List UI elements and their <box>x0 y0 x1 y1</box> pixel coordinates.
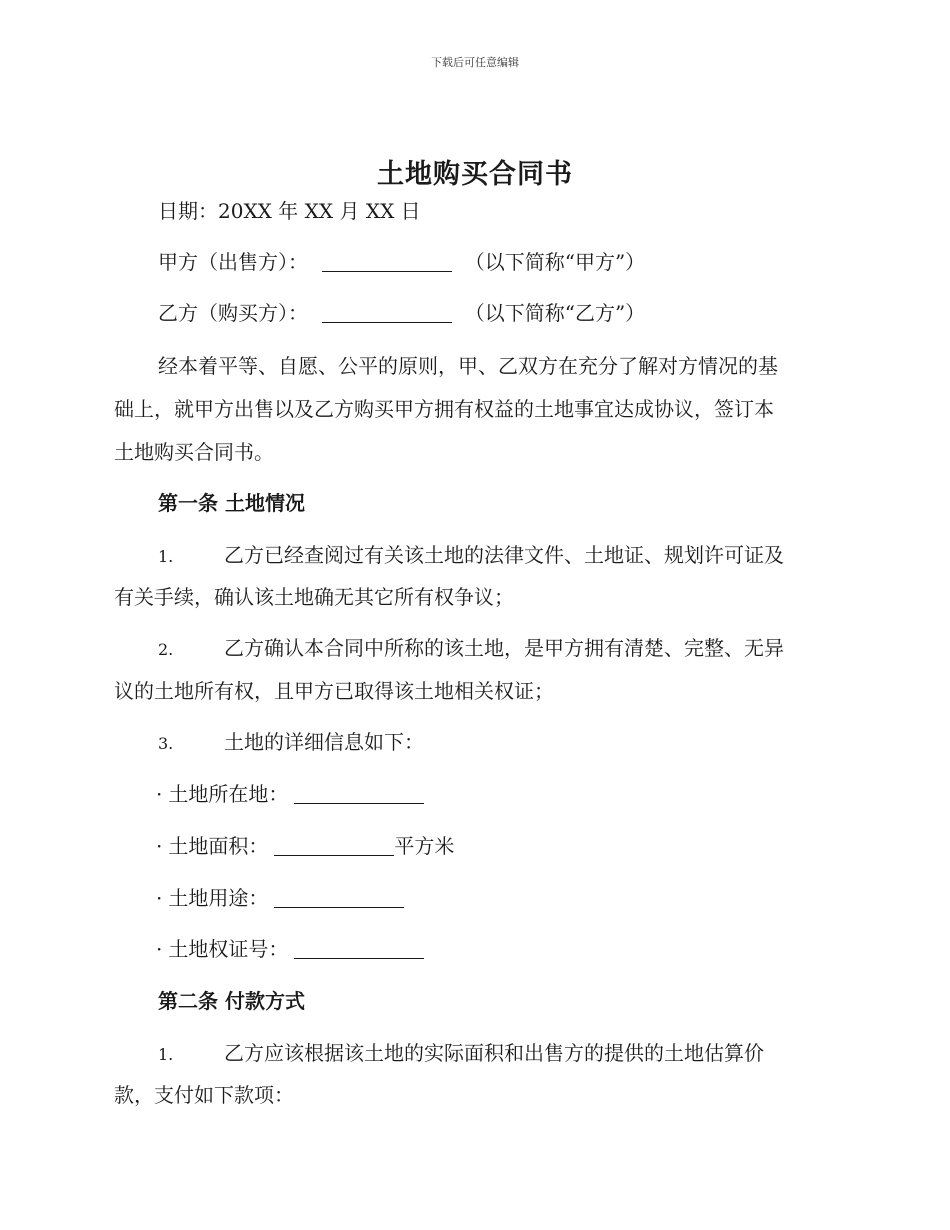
party-b-line <box>158 299 645 327</box>
article1-item2-line1 <box>158 634 784 664</box>
header-note: 下载后可任意编辑 <box>431 56 519 69</box>
party-b-blank <box>322 302 452 323</box>
article1-item1-line1 <box>158 541 784 571</box>
party-a-label: 甲方（出售方）： <box>158 250 308 274</box>
bullet: · <box>156 886 163 910</box>
detail-location <box>156 780 424 808</box>
party-b-suffix: （以下简称“乙方”） <box>464 301 646 325</box>
article1-item1-text1: 乙方已经查阅过有关该土地的法律文件、土地证、规划许可证及 <box>224 543 784 567</box>
bullet: · <box>156 782 163 806</box>
detail-certificate-label: 土地权证号： <box>168 937 289 961</box>
party-a-blank <box>322 251 452 272</box>
detail-location-blank <box>294 783 424 804</box>
intro-line-3: 土地购买合同书。 <box>114 440 274 464</box>
article2-heading: 第二条 付款方式 <box>158 989 305 1013</box>
article2-item1-line1 <box>158 1039 764 1069</box>
detail-location-label: 土地所在地： <box>168 782 289 806</box>
article1-item3-line1 <box>158 728 424 758</box>
article2-item1-text1: 乙方应该根据该土地的实际面积和出售方的提供的土地估算价 <box>224 1041 764 1065</box>
article1-item2-text1: 乙方确认本合同中所称的该土地，是甲方拥有清楚、完整、无异 <box>224 636 784 660</box>
detail-certificate <box>156 935 424 963</box>
article1-item2-num: 2. <box>158 640 174 659</box>
detail-usage <box>156 884 404 912</box>
article1-item1-num: 1. <box>158 547 174 566</box>
detail-usage-blank <box>274 887 404 908</box>
article2-item1-line2: 款，支付如下款项： <box>114 1083 294 1107</box>
bullet: · <box>156 834 163 858</box>
detail-area <box>156 832 454 860</box>
date-line: 日期：20XX 年 XX 月 XX 日 <box>158 199 421 223</box>
detail-certificate-blank <box>294 938 424 959</box>
party-a-line <box>158 248 645 276</box>
document-title: 土地购买合同书 <box>377 159 573 190</box>
article1-item3-num: 3. <box>158 734 174 753</box>
detail-area-blank <box>274 835 394 856</box>
article1-item3-text1: 土地的详细信息如下： <box>224 730 424 754</box>
article2-item1-num: 1. <box>158 1045 174 1064</box>
article1-item1-line2: 有关手续，确认该土地确无其它所有权争议； <box>114 585 514 609</box>
bullet: · <box>156 937 163 961</box>
detail-area-label: 土地面积： <box>168 834 269 858</box>
detail-area-suffix: 平方米 <box>394 834 455 858</box>
detail-usage-label: 土地用途： <box>168 886 269 910</box>
intro-line-2: 础上，就甲方出售以及乙方购买甲方拥有权益的土地事宜达成协议，签订本 <box>114 397 774 421</box>
article1-heading: 第一条 土地情况 <box>158 491 305 515</box>
party-a-suffix: （以下简称“甲方”） <box>464 250 646 274</box>
article1-item2-line2: 议的土地所有权，且甲方已取得该土地相关权证； <box>114 679 554 703</box>
intro-line-1: 经本着平等、自愿、公平的原则，甲、乙双方在充分了解对方情况的基 <box>158 354 778 378</box>
party-b-label: 乙方（购买方）： <box>158 301 308 325</box>
